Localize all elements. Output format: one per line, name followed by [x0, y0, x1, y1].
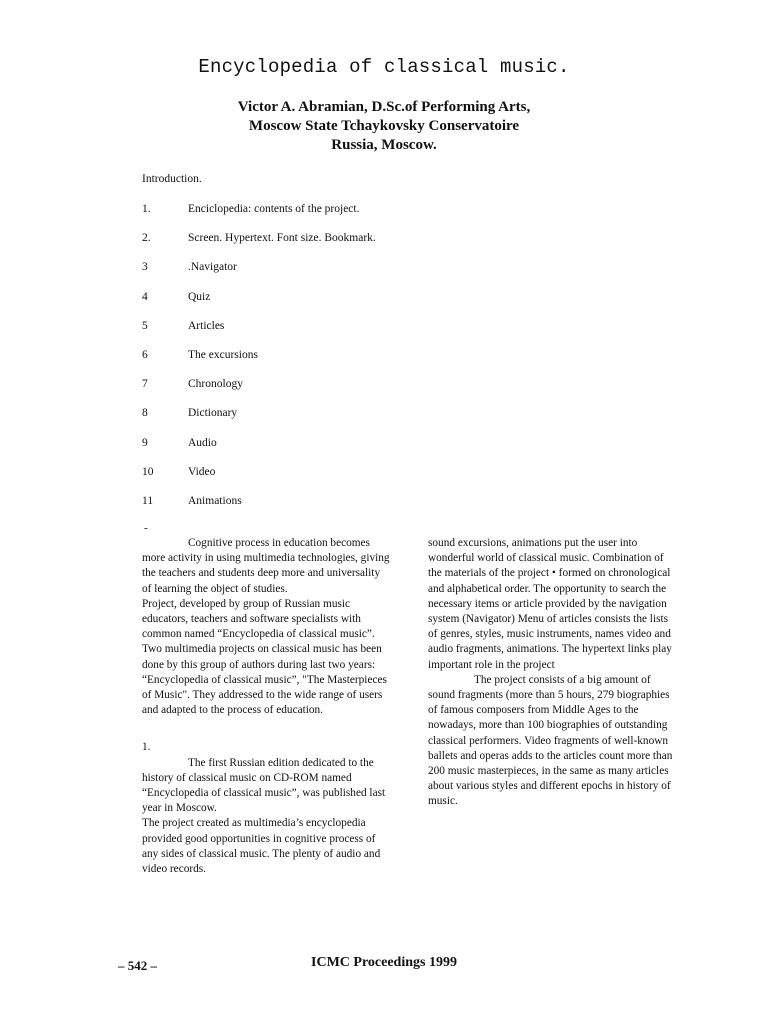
table-of-contents: [142, 202, 542, 523]
toc-item: [142, 494, 542, 523]
toc-item: [142, 290, 542, 319]
toc-label: Animations: [188, 494, 242, 507]
toc-number: 3: [142, 261, 148, 274]
toc-number: 4: [142, 290, 148, 303]
paragraph: The project created as multimedia’s encyclopedia provided good opportunities in cognitive process of any sides of classical music. The plenty of audio and video records.: [142, 817, 381, 876]
author-name: Victor A. Abramian, D.Sc.of Performing Arts,: [237, 99, 531, 115]
toc-number: 5: [142, 319, 148, 332]
toc-label: Screen. Hypertext. Font size. Bookmark.: [188, 232, 376, 245]
toc-label: Articles: [188, 319, 225, 332]
paragraph: Two multimedia projects on classical music has been done by this group of authors during last two years: “Encyclopedia of classical music”, "The Masterpieces of Music". They addressed to the wide range of users and adapted to the process of education.: [142, 643, 387, 717]
proceedings-footer: ICMC Proceedings 1999: [311, 955, 457, 970]
section-number: 1.: [142, 741, 151, 754]
toc-item: [142, 465, 542, 494]
toc-item: [142, 348, 542, 377]
paper-title: Encyclopedia of classical music.: [198, 56, 570, 78]
toc-number: 2.: [142, 232, 151, 245]
paragraph: sound excursions, animations put the user into wonderful world of classical music. Combination of the materials of the project • formed on chronological and alphabetical order. The opportunity to search the necessary items or article provided by the navigation system (Navigator) Menu of articles consists the lists of genres, styles, music instruments, names video and audio fragments, animations. The hypertext links play important role in the project: [428, 537, 672, 671]
toc-item: [142, 377, 542, 406]
left-column: [142, 536, 392, 877]
author-location: Russia, Moscow.: [331, 137, 437, 153]
toc-item: [142, 319, 542, 348]
toc-item: [142, 406, 542, 435]
toc-item: [142, 260, 542, 289]
toc-label: Chronology: [188, 378, 243, 391]
toc-number: 6: [142, 348, 148, 361]
paragraph: Cognitive process in education becomes more activity in using multimedia technologies, giving the teachers and students deep more and universality of learning the object of studies.: [142, 537, 390, 595]
toc-number: 10: [142, 465, 154, 478]
stray-mark: -: [144, 522, 148, 534]
paragraph: The first Russian edition dedicated to the history of classical music on CD-ROM named “Encyclopedia of classical music”, was published last year in Moscow.: [142, 756, 386, 815]
toc-number: 7: [142, 378, 148, 391]
page-number: – 542 –: [118, 958, 157, 973]
toc-label: Enciclopedia: contents of the project.: [188, 203, 360, 215]
toc-label: Audio: [188, 436, 217, 449]
toc-label: .Navigator: [188, 261, 237, 274]
right-column: [428, 536, 676, 810]
toc-item: [142, 231, 542, 260]
toc-label: Quiz: [188, 290, 211, 303]
paragraph: Project, developed by group of Russian music educators, teachers and software specialists with common named “Encyclopedia of classical music”.: [142, 597, 375, 641]
toc-item: [142, 436, 542, 465]
toc-label: Dictionary: [188, 407, 238, 420]
toc-item: [142, 202, 542, 231]
introduction-heading: Introduction.: [142, 173, 202, 185]
toc-number: 8: [142, 407, 148, 420]
author-affiliation: Moscow State Tchaykovsky Conservatoire: [248, 118, 520, 134]
toc-number: 11: [142, 494, 154, 507]
toc-label: The excursions: [188, 348, 258, 361]
author-block: [0, 98, 768, 155]
toc-number: 9: [142, 436, 148, 449]
toc-number: 1.: [142, 203, 151, 215]
toc-label: Video: [188, 465, 216, 478]
paragraph: The project consists of a big amount of sound fragments (more than 5 hours, 279 biographies of famous composers from Middle Ages to the nowadays, more than 100 biographies of outstanding classical performers. Video fragments of well-known ballets and operas adds to the articles count more than 200 music masterpieces, in the same as many articles about various styles and different epochs in history of music.: [428, 673, 673, 808]
